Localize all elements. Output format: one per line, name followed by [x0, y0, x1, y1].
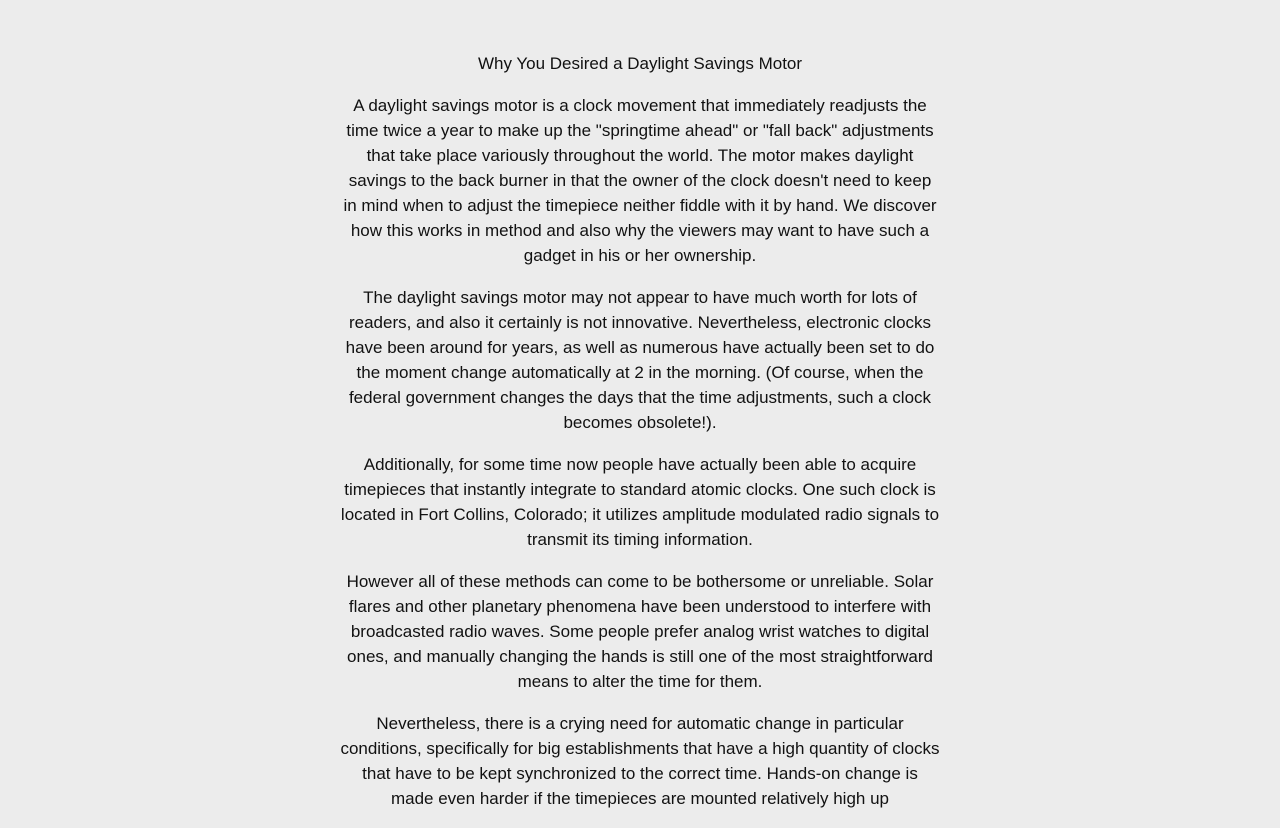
- article: [340, 51, 940, 828]
- article-title: Why You Desired a Daylight Savings Motor: [477, 54, 803, 73]
- article-paragraph: Additionally, for some time now people have actually been able to acquire timepieces that instantly integrate to standard atomic clocks. One such clock is located in Fort Collins, Colorado; it utilizes amplitude modulated radio signals to transmit its timing information.: [340, 455, 940, 549]
- article-paragraph: Nevertheless, there is a crying need for automatic change in particular conditions, specifically for big establishments that have a high quantity of clocks that have to be kept synchronized to the correct time. Hands-on change is made even harder if the timepieces are mounted relatively high up: [340, 714, 940, 808]
- article-paragraph: However all of these methods can come to be bothersome or unreliable. Solar flares and other planetary phenomena have been understood to interfere with broadcasted radio waves. Some people prefer analog wrist watches to digital ones, and manually changing the hands is still one of the most straightforward means to alter the time for them.: [346, 572, 934, 691]
- article-paragraph: The daylight savings motor may not appear to have much worth for lots of readers, and also it certainly is not innovative. Nevertheless, electronic clocks have been around for years, as well as numerous have actually been set to do the moment change automatically at 2 in the morning. (Of course, when the federal government changes the days that the time adjustments, such a clock becomes obsolete!).: [345, 288, 935, 432]
- article-paragraph: A daylight savings motor is a clock movement that immediately readjusts the time twice a year to make up the "springtime ahead" or "fall back" adjustments that take place variously throughout the world. The motor makes daylight savings to the back burner in that the owner of the clock doesn't need to keep in mind when to adjust the timepiece neither fiddle with it by hand. We discover how this works in method and also why the viewers may want to have such a gadget in his or her ownership.: [343, 96, 937, 265]
